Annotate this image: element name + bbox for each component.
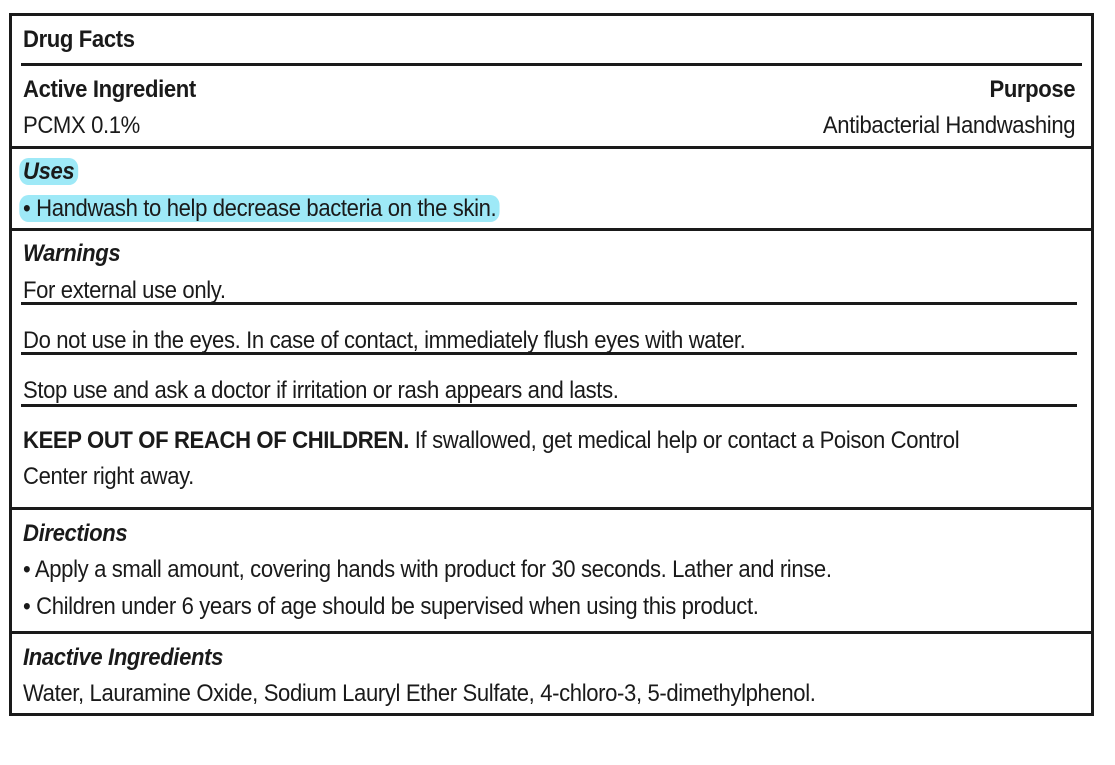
directions-heading: Directions xyxy=(23,520,128,547)
uses-heading: Uses xyxy=(23,158,78,186)
warning-line-3: Stop use and ask a doctor if irritation or rash appears and lasts. xyxy=(23,377,619,404)
directions-item-1: • Apply a small amount, covering hands with product for 30 seconds. Lather and rinse. xyxy=(23,556,832,583)
warnings-heading: Warnings xyxy=(23,240,121,267)
section-divider-inactive xyxy=(12,631,1091,634)
uses-item: • Handwash to help decrease bacteria on the skin. xyxy=(23,195,500,223)
inactive-ingredients-heading: Inactive Ingredients xyxy=(23,644,224,671)
inactive-ingredients-text: Water, Lauramine Oxide, Sodium Lauryl Ether Sulfate, 4-chloro-3, 5-dimethylphenol. xyxy=(23,680,816,707)
title-divider xyxy=(21,63,1082,66)
directions-item-2: • Children under 6 years of age should be supervised when using this product. xyxy=(23,593,759,620)
section-divider-warnings xyxy=(12,228,1091,231)
purpose-heading: Purpose xyxy=(989,76,1075,103)
warning-line-1: For external use only. xyxy=(23,277,226,304)
section-divider-directions xyxy=(12,507,1091,510)
warning-divider-1 xyxy=(21,302,1077,305)
keep-out-line-1: KEEP OUT OF REACH OF CHILDREN. If swallowed, get medical help or contact a Poison Control xyxy=(23,427,960,454)
keep-out-line-2: Center right away. xyxy=(23,463,194,490)
warning-divider-2 xyxy=(21,352,1077,355)
active-ingredient-value: PCMX 0.1% xyxy=(23,112,140,139)
warning-divider-3 xyxy=(21,404,1077,407)
purpose-value: Antibacterial Handwashing xyxy=(822,112,1075,139)
drug-facts-panel xyxy=(9,13,1094,716)
drug-facts-title: Drug Facts xyxy=(23,26,135,53)
warning-line-2: Do not use in the eyes. In case of contact, immediately flush eyes with water. xyxy=(23,327,746,354)
section-divider-uses xyxy=(12,146,1091,149)
active-ingredient-heading: Active Ingredient xyxy=(23,76,196,103)
